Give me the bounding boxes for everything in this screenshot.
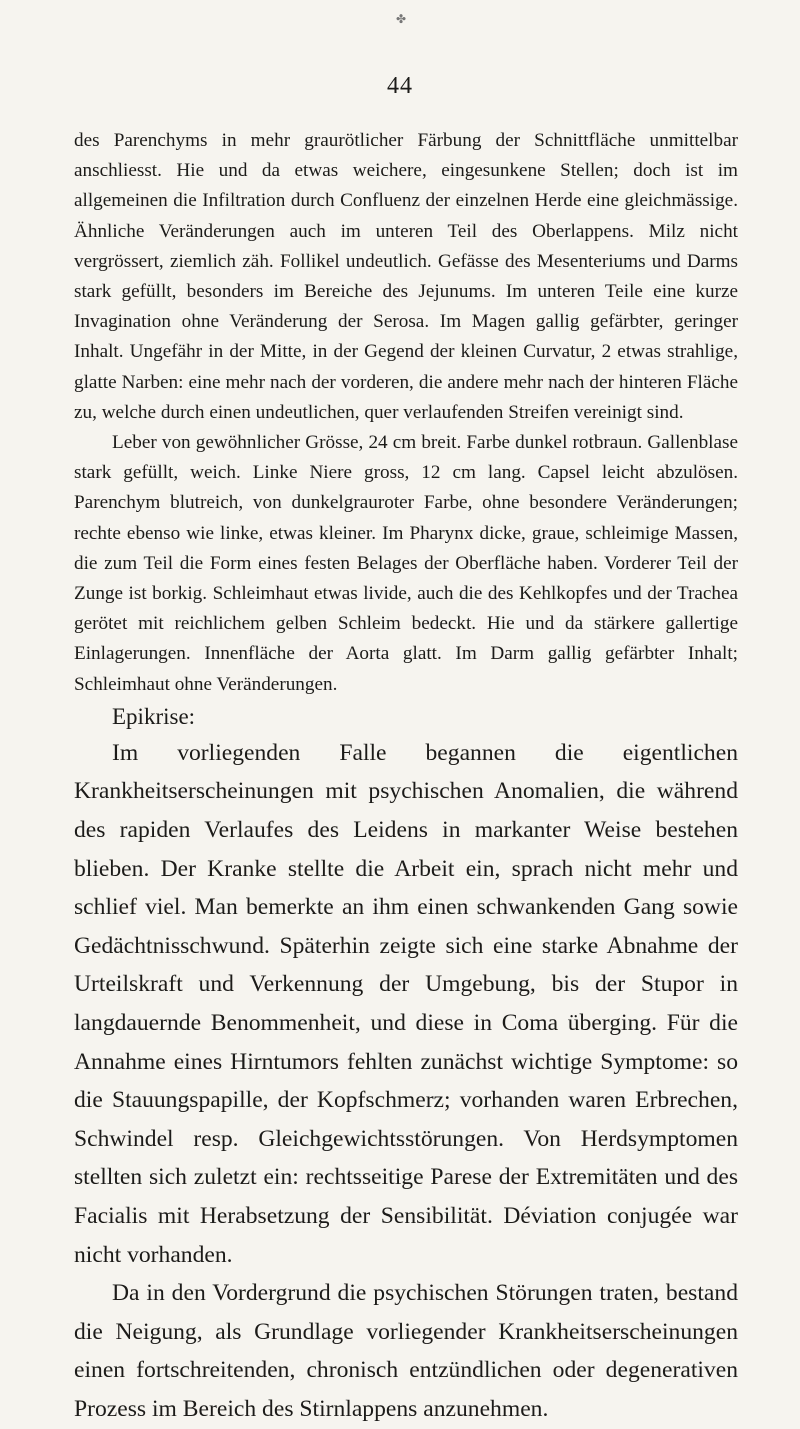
page-body [74, 126, 738, 1429]
page-number: 44 [387, 73, 413, 99]
paragraph-autopsy-findings: des Parenchyms in mehr graurötlicher Färbung der Schnittfläche unmittelbar anschliesst. Hie und da etwas weichere, eingesunkene Stellen; doch ist im allgemeinen die Infiltration durch Confluenz der einzelnen Herde eine gleichmässige. Ähnliche Veränderungen auch im unteren Teil des Oberlappens. Milz nicht vergrössert, ziemlich zäh. Follikel undeutlich. Gefässe des Mesenteriums und Darms stark gefüllt, besonders im Bereiche des Jejunums. Im unteren Teile eine kurze Invagination ohne Veränderung der Serosa. Im Magen gallig gefärbter, geringer Inhalt. Ungefähr in der Mitte, in der Gegend der kleinen Curvatur, 2 etwas strahlige, glatte Narben: eine mehr nach der vorderen, die andere mehr nach der hinteren Fläche zu, welche durch einen undeutlichen, quer verlaufenden Streifen vereinigt sind. [74, 130, 738, 423]
ornament-mark: ✤ [396, 12, 407, 26]
section-heading-epikrise: Epikrise: [112, 703, 196, 729]
paragraph-organ-findings: Leber von gewöhnlicher Grösse, 24 cm breit. Farbe dunkel rotbraun. Gallenblase stark gefüllt, weich. Linke Niere gross, 12 cm lang. Capsel leicht abzulösen. Parenchym blutreich, von dunkelgrauroter Farbe, ohne besondere Veränderungen; rechte ebenso wie linke, etwas kleiner. Im Pharynx dicke, graue, schleimige Massen, die zum Teil die Form eines festen Belages der Oberfläche haben. Vorderer Teil der Zunge ist borkig. Schleimhaut etwas livide, auch die des Kehlkopfes und der Trachea gerötet mit reichlichem gelben Schleim bedeckt. Hie und da stärkere gallertige Einlagerungen. Innenfläche der Aorta glatt. Im Darm gallig gefärbter Inhalt; Schleimhaut ohne Veränderungen. [74, 432, 738, 695]
paragraph-epikrise-course: Im vorliegenden Falle begannen die eigentlichen Krankheitserscheinungen mit psychischen Anomalien, die während des rapiden Verlaufes des Leidens in markanter Weise bestehen blieben. Der Kranke stellte die Arbeit ein, sprach nicht mehr und schlief viel. Man bemerkte an ihm einen schwankenden Gang sowie Gedächtnisschwund. Späterhin zeigte sich eine starke Abnahme der Urteilskraft und Verkennung der Umgebung, bis der Stupor in langdauernde Benommenheit, und diese in Coma überging. Für die Annahme eines Hirntumors fehlten zunächst wichtige Symptome: so die Stauungspapille, der Kopfschmerz; vorhanden waren Erbrechen, Schwindel resp. Gleichgewichtsstörungen. Von Herdsymptomen stellten sich zuletzt ein: rechtsseitige Parese der Extremitäten und des Facialis mit Herabsetzung der Sensibilität. Déviation conjugée war nicht vorhanden. [74, 739, 738, 1268]
paragraph-epikrise-conclusion: Da in den Vordergrund die psychischen Störungen traten, bestand die Neigung, als Grundlage vorliegender Krankheitserscheinungen einen fortschreitenden, chronisch entzündlichen oder degenerativen Prozess im Bereich des Stirnlappens anzunehmen. [74, 1280, 738, 1422]
